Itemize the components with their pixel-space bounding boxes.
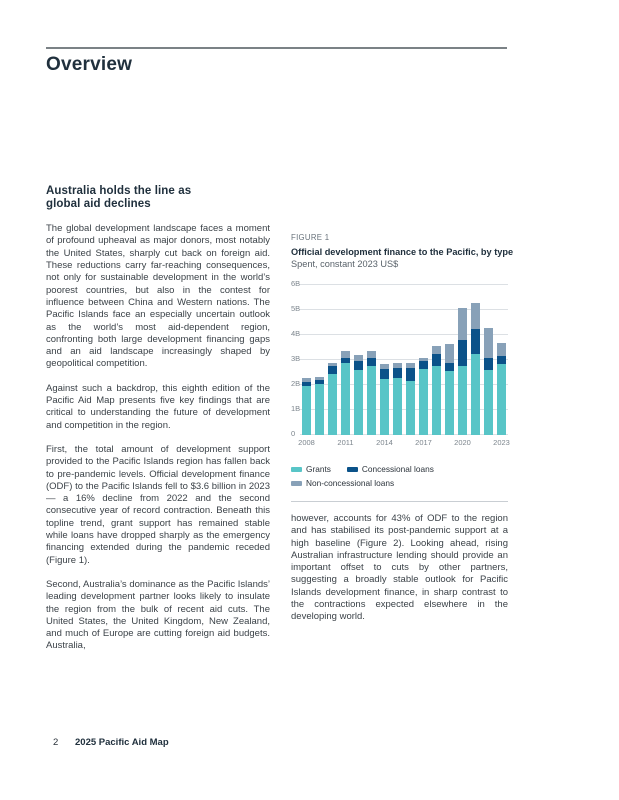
- bar-segment: [367, 366, 377, 435]
- bar-2013: [365, 351, 378, 435]
- bar-segment: [458, 308, 468, 341]
- bar-2021: [469, 303, 482, 436]
- bar-segment: [354, 361, 364, 370]
- bar-2019: [443, 344, 456, 435]
- bar-segment: [341, 363, 351, 436]
- y-axis-label: 3B: [291, 354, 301, 363]
- bar-segment: [315, 384, 325, 435]
- y-axis-label: 0: [291, 429, 296, 438]
- bar-segment: [445, 344, 455, 363]
- legend-swatch: [347, 467, 358, 472]
- bar-2011: [339, 351, 352, 435]
- bar-segment: [497, 356, 507, 364]
- bar-2014: [378, 364, 391, 435]
- bar-segment: [497, 364, 507, 435]
- chart-legend: [291, 465, 508, 488]
- left-column: [46, 185, 270, 653]
- bar-segment: [445, 371, 455, 435]
- bar-2016: [404, 363, 417, 436]
- page-number: 2: [53, 737, 59, 748]
- bar-segment: [380, 379, 390, 435]
- bar-2009: [313, 377, 326, 435]
- bar-segment: [484, 370, 494, 435]
- section-heading-line-2: global aid declines: [46, 197, 151, 210]
- bar-segment: [432, 346, 442, 354]
- bar-2023: [495, 343, 508, 436]
- bar-segment: [497, 343, 507, 357]
- publication-title: 2025 Pacific Aid Map: [75, 737, 169, 748]
- legend-swatch: [291, 481, 302, 486]
- x-axis-label: 2023: [493, 438, 510, 447]
- paragraph-2: Against such a backdrop, this eighth edition of the Pacific Aid Map presents five key findings that are critical to understanding the future of development and competition in the region.: [46, 382, 270, 431]
- bar-segment: [445, 363, 455, 372]
- paragraph-1: The global development landscape faces a moment of profound upheaval as major donors, most notably the United States, sharply cut back on foreign aid. These reductions carry far-reaching consequences, not only for sustainable development in the world’s poorest countries, but also in the contest for influence between China and Western nations. The Pacific Islands face an especially uncertain outlook as the world’s most aid-dependent region, confronting both large development financing gaps and an aid landscape increasingly shaped by geopolitical competition.: [46, 223, 270, 370]
- figure-subtitle: Spent, constant 2023 US$: [291, 259, 399, 269]
- bar-segment: [471, 303, 481, 329]
- continuation-paragraph: however, accounts for 43% of ODF to the region and has stabilised its post-pandemic support at a high baseline (Figure 2). Looking ahead, rising Australian infrastructure lending should provide an important offset to cuts by other partners, suggesting a broadly stable outlook for Pacific Islands development finance, in sharp contrast to the contractions expected elsewhere in the developing world.: [291, 513, 508, 623]
- legend-item: [291, 465, 331, 474]
- bar-segment: [406, 381, 416, 435]
- section-heading: [46, 185, 270, 210]
- bar-segment: [458, 340, 468, 366]
- content-columns: [46, 185, 514, 653]
- legend-item: [291, 479, 394, 488]
- x-axis-label: 2017: [415, 438, 432, 447]
- bar-segment: [354, 370, 364, 435]
- x-axis-label: 2008: [298, 438, 315, 447]
- x-axis-label: 2014: [376, 438, 393, 447]
- bar-segment: [367, 358, 377, 367]
- bar-2020: [456, 308, 469, 436]
- bar-segment: [458, 366, 468, 435]
- bar-segment: [406, 368, 416, 382]
- x-axis-label: 2020: [454, 438, 471, 447]
- x-axis-label: 2011: [337, 438, 354, 447]
- paragraph-3: First, the total amount of development support provided to the Pacific Islands region has fallen back to pre-pandemic levels. Official development finance (ODF) to the Pacific Islands fell to $3.6 billion in 2023 — a 16% decline from 2022 and the second consecutive year of record contraction. Beneath this topline trend, grant support has remained stable while loans have dropped sharply as the emergency financing extended during the pandemic receded (Figure 1).: [46, 443, 270, 566]
- paragraph-4: Second, Australia’s dominance as the Pacific Islands’ leading development partner looks likely to insulate the region from the bulk of recent aid cuts. The United States, the United Kingdom, New Zealand, and much of Europe are cutting foreign aid budgets. Australia,: [46, 578, 270, 652]
- bar-2018: [430, 346, 443, 435]
- y-axis-label: 4B: [291, 329, 301, 338]
- bar-segment: [484, 358, 494, 371]
- bar-2022: [482, 328, 495, 436]
- bar-segment: [484, 328, 494, 358]
- bar-segment: [432, 354, 442, 367]
- bar-2010: [326, 363, 339, 436]
- figure-1: [291, 233, 514, 502]
- bar-2017: [417, 358, 430, 436]
- right-column: [291, 185, 514, 653]
- bar-segment: [302, 386, 312, 435]
- figure-bottom-rule: [291, 501, 508, 502]
- bar-2015: [391, 363, 404, 436]
- bar-segment: [471, 354, 481, 435]
- page-title: Overview: [46, 54, 133, 75]
- bar-segment: [328, 374, 338, 435]
- chart-plot: [291, 279, 508, 438]
- bar-segment: [393, 378, 403, 436]
- legend-label: Concessional loans: [361, 464, 434, 474]
- legend-label: Non-concessional loans: [306, 478, 395, 488]
- figure-label: FIGURE 1: [291, 233, 330, 242]
- top-rule: [46, 47, 507, 49]
- bar-segment: [471, 329, 481, 354]
- y-axis-label: 5B: [291, 304, 301, 313]
- page-footer: [46, 737, 169, 748]
- section-heading-line-1: Australia holds the line as: [46, 185, 192, 197]
- bar-segment: [380, 369, 390, 379]
- y-axis-label: 1B: [291, 404, 301, 413]
- bar-segment: [419, 361, 429, 369]
- bar-segment: [328, 366, 338, 374]
- figure-title: Official development finance to the Pacific, by type: [291, 247, 514, 257]
- y-axis-label: 6B: [291, 279, 301, 288]
- bar-segment: [432, 366, 442, 435]
- bar-segment: [393, 368, 403, 378]
- legend-item: [347, 465, 434, 474]
- y-axis-label: 2B: [291, 379, 301, 388]
- bar-segment: [419, 369, 429, 435]
- chart-bars: [300, 285, 508, 435]
- bar-chart: [291, 279, 510, 449]
- legend-label: Grants: [306, 464, 331, 474]
- bar-2008: [300, 378, 313, 435]
- legend-swatch: [291, 467, 302, 472]
- bar-2012: [352, 355, 365, 435]
